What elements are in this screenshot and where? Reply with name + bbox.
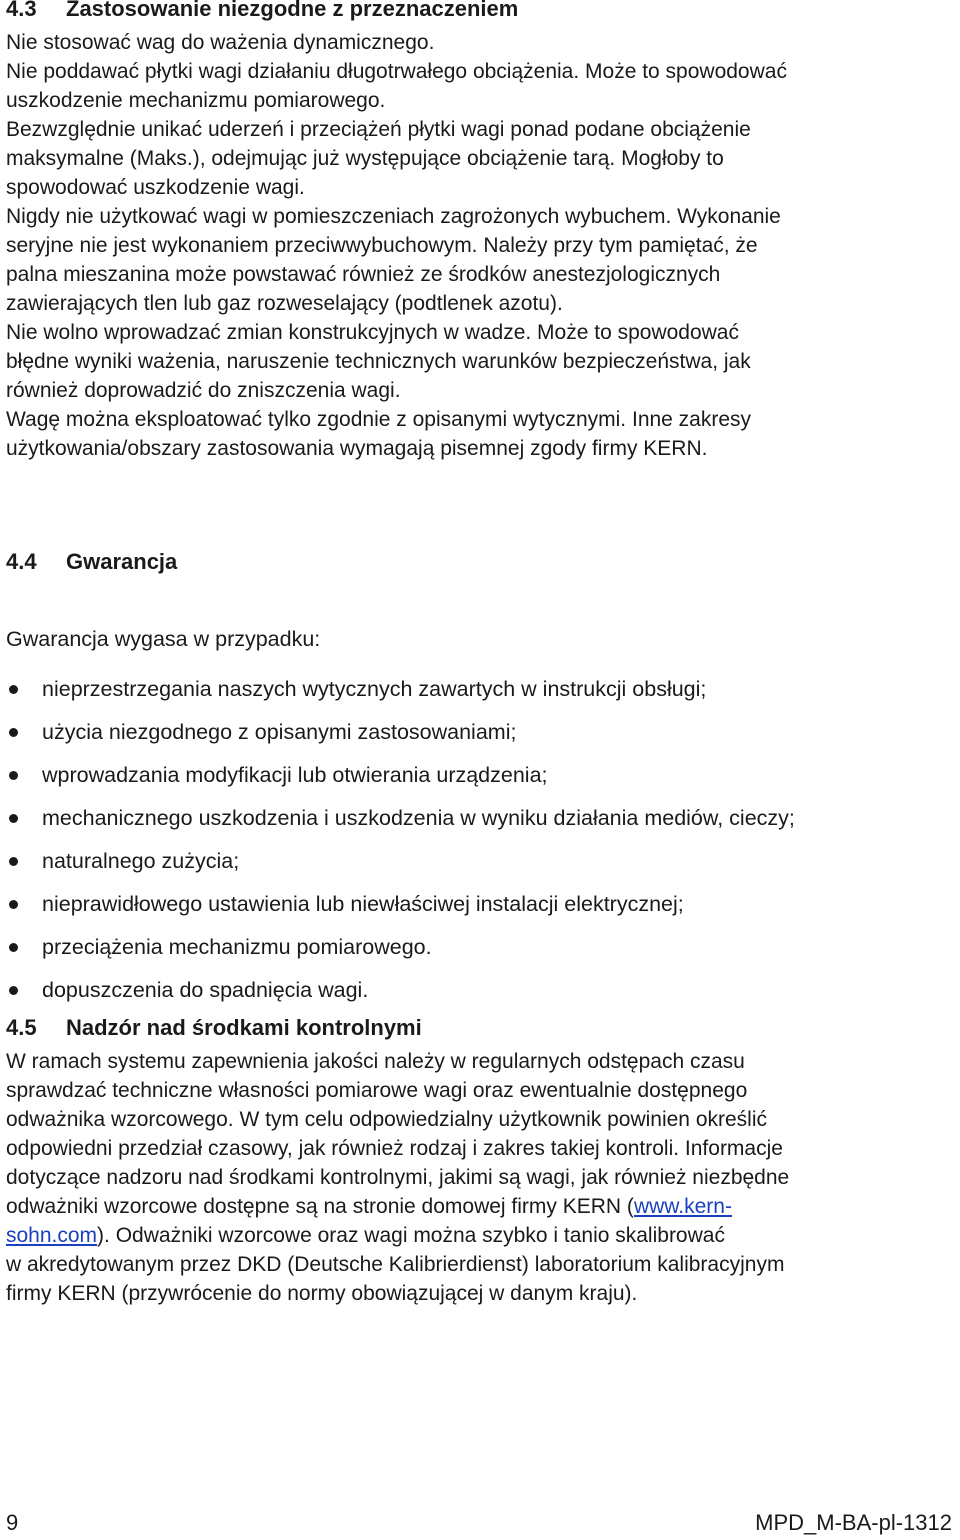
body-line: Bezwzględnie unikać uderzeń i przeciążeń płytki wagi ponad podane obciążenie xyxy=(6,118,751,141)
section-heading xyxy=(6,549,952,575)
body-text: ). Odważniki wzorcowe oraz wagi można szybko i tanio skalibrować xyxy=(97,1224,725,1247)
section-body xyxy=(6,1047,952,1308)
section-number: 4.5 xyxy=(6,1015,37,1040)
section-4-4 xyxy=(6,549,952,1019)
list-item xyxy=(6,890,952,933)
section-heading xyxy=(6,0,952,22)
warranty-bullet-list xyxy=(6,675,952,1019)
body-line: spowodować uszkodzenie wagi. xyxy=(6,176,305,199)
list-item-text: użycia niezgodnego z opisanymi zastosowaniami; xyxy=(42,720,517,744)
list-item-text: mechanicznego uszkodzenia i uszkodzenia w wyniku działania mediów, cieczy; xyxy=(42,806,795,830)
body-line: sprawdzać techniczne własności pomiarowe wagi oraz ewentualnie dostępnego xyxy=(6,1079,748,1102)
section-4-3 xyxy=(6,0,952,463)
list-item xyxy=(6,761,952,804)
list-item xyxy=(6,804,952,847)
body-line: W ramach systemu zapewnienia jakości należy w regularnych odstępach czasu xyxy=(6,1050,745,1073)
body-line: zawierających tlen lub gaz rozweselający (podtlenek azotu). xyxy=(6,292,563,315)
section-title: Nadzór nad środkami kontrolnymi xyxy=(66,1015,422,1040)
body-line: Nigdy nie użytkować wagi w pomieszczeniach zagrożonych wybuchem. Wykonanie xyxy=(6,205,781,228)
body-line: palna mieszanina może powstawać również ze środków anestezjologicznych xyxy=(6,263,721,286)
list-item-text: przeciążenia mechanizmu pomiarowego. xyxy=(42,935,432,959)
body-line: Nie wolno wprowadzać zmian konstrukcyjnych w wadze. Może to spowodować xyxy=(6,321,739,344)
body-line: Nie poddawać płytki wagi działaniu długotrwałego obciążenia. Może to spowodować xyxy=(6,60,787,83)
list-item xyxy=(6,718,952,761)
body-line: odważnika wzorcowego. W tym celu odpowiedzialny użytkownik powinien określić xyxy=(6,1108,768,1131)
list-item xyxy=(6,976,952,1019)
list-item xyxy=(6,675,952,718)
body-line: firmy KERN (przywrócenie do normy obowiązującej w danym kraju). xyxy=(6,1282,638,1305)
kern-website-link[interactable]: www.kern- xyxy=(633,1195,732,1218)
document-code: MPD_M-BA-pl-1312 xyxy=(755,1510,952,1535)
bullet-icon xyxy=(9,814,18,823)
bullet-icon xyxy=(9,900,18,909)
section-number: 4.3 xyxy=(6,0,37,21)
body-line: błędne wyniki ważenia, naruszenie technicznych warunków bezpieczeństwa, jak xyxy=(6,350,751,373)
body-line xyxy=(6,1192,952,1221)
section-title: Gwarancja xyxy=(66,549,178,574)
section-body xyxy=(6,28,952,463)
list-item xyxy=(6,933,952,976)
body-line: dotyczące nadzoru nad środkami kontrolnymi, jakimi są wagi, jak również niezbędne xyxy=(6,1166,790,1189)
body-line: również doprowadzić do zniszczenia wagi. xyxy=(6,379,401,402)
body-line: maksymalne (Maks.), odejmując już występujące obciążenie tarą. Mogłoby to xyxy=(6,147,724,170)
kern-website-link-continued[interactable]: sohn.com xyxy=(6,1224,98,1247)
body-line: odpowiedni przedział czasowy, jak również rodzaj i zakres takiej kontroli. Informacje xyxy=(6,1137,783,1160)
warranty-intro: Gwarancja wygasa w przypadku: xyxy=(6,627,321,651)
bullet-icon xyxy=(9,685,18,694)
body-line xyxy=(6,1221,952,1250)
section-number: 4.4 xyxy=(6,549,37,574)
body-line: w akredytowanym przez DKD (Deutsche Kalibrierdienst) laboratorium kalibracyjnym xyxy=(6,1253,785,1276)
body-line: Nie stosować wag do ważenia dynamicznego. xyxy=(6,31,435,54)
section-4-5 xyxy=(6,1015,952,1308)
list-item-text: dopuszczenia do spadnięcia wagi. xyxy=(42,978,369,1002)
bullet-icon xyxy=(9,771,18,780)
list-item-text: nieprawidłowego ustawienia lub niewłaściwej instalacji elektrycznej; xyxy=(42,892,684,916)
bullet-icon xyxy=(9,943,18,952)
list-item-text: naturalnego zużycia; xyxy=(42,849,240,873)
section-title: Zastosowanie niezgodne z przeznaczeniem xyxy=(66,0,519,21)
body-line: uszkodzenie mechanizmu pomiarowego. xyxy=(6,89,386,112)
body-line: użytkowania/obszary zastosowania wymagają pisemnej zgody firmy KERN. xyxy=(6,437,708,460)
list-item-text: nieprzestrzegania naszych wytycznych zawartych w instrukcji obsługi; xyxy=(42,677,707,701)
bullet-icon xyxy=(9,728,18,737)
list-item xyxy=(6,847,952,890)
body-text: odważniki wzorcowe dostępne są na stronie domowej firmy KERN ( xyxy=(6,1195,634,1218)
bullet-icon xyxy=(9,986,18,995)
bullet-icon xyxy=(9,857,18,866)
body-line: Wagę można eksploatować tylko zgodnie z opisanymi wytycznymi. Inne zakresy xyxy=(6,408,752,431)
section-heading xyxy=(6,1015,952,1041)
page-number: 9 xyxy=(6,1510,19,1535)
list-item-text: wprowadzania modyfikacji lub otwierania urządzenia; xyxy=(42,763,548,787)
body-line: seryjne nie jest wykonaniem przeciwwybuchowym. Należy przy tym pamiętać, że xyxy=(6,234,758,257)
